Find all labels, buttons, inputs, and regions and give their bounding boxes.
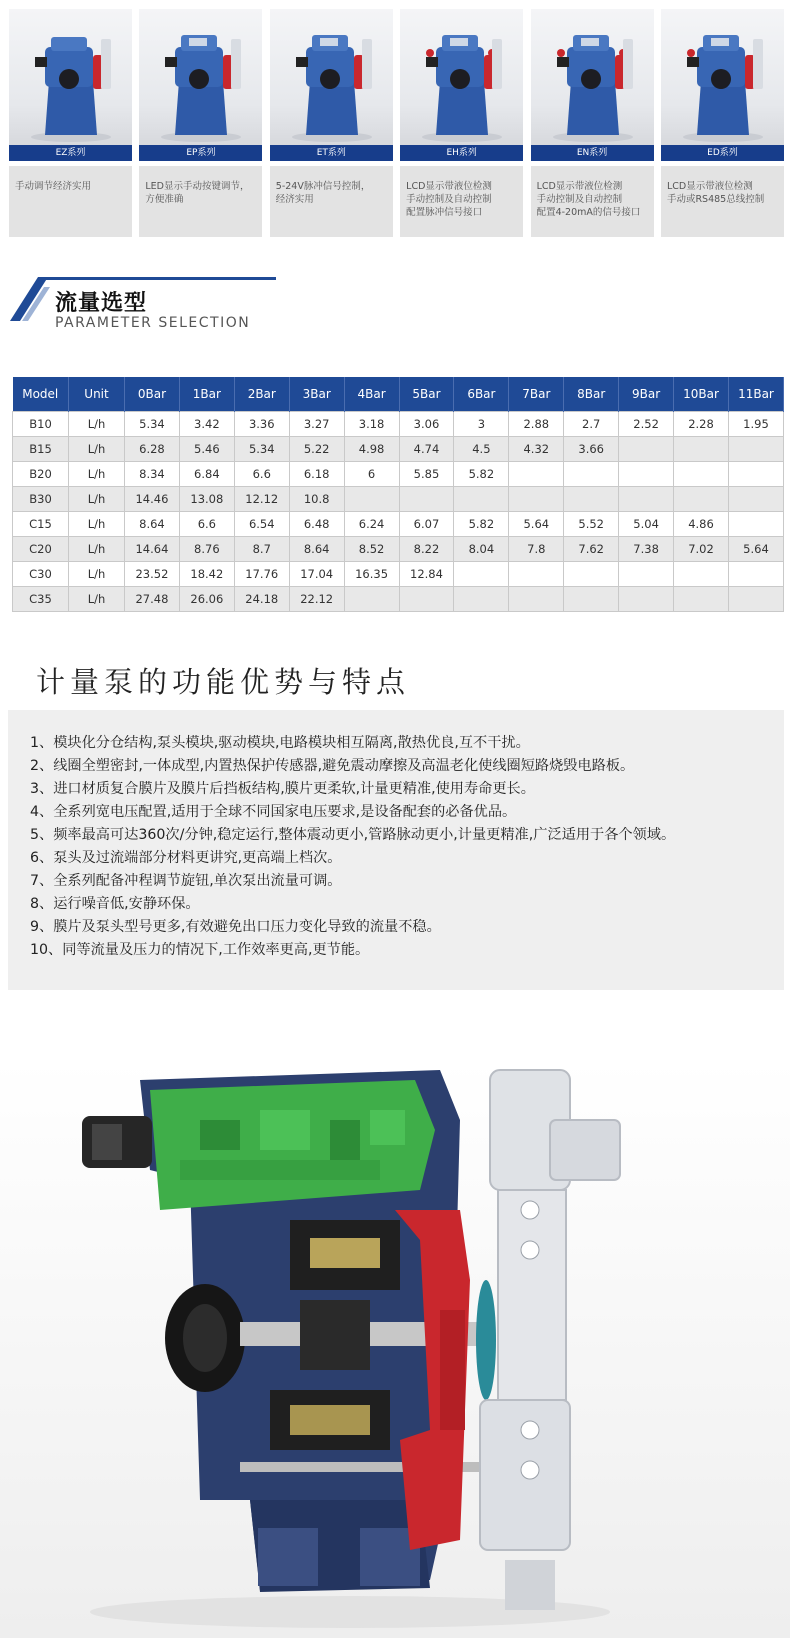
table-cell	[454, 586, 509, 611]
pump-image	[531, 9, 654, 145]
series-description: 手动调节经济实用	[9, 166, 132, 237]
table-cell: B15	[13, 436, 69, 461]
table-cell	[674, 486, 729, 511]
pump-image	[139, 9, 262, 145]
table-cell	[728, 511, 783, 536]
table-cell: 4.32	[509, 436, 564, 461]
feature-item: 1、模块化分仓结构,泵头模块,驱动模块,电路模块相互隔离,散热优良,互不干扰。	[30, 735, 530, 751]
features-title: 计量泵的功能优势与特点	[36, 665, 411, 699]
table-row	[13, 461, 784, 486]
table-header-cell: 3Bar	[289, 377, 344, 411]
table-cell	[728, 436, 783, 461]
table-cell: 8.76	[179, 536, 234, 561]
table-cell: 5.64	[728, 536, 783, 561]
table-row	[13, 586, 784, 611]
table-cell: 3.06	[399, 411, 454, 436]
series-label: EP系列	[139, 145, 262, 161]
table-cell: L/h	[69, 436, 125, 461]
parameter-table	[12, 377, 784, 612]
feature-item: 8、运行噪音低,安静环保。	[30, 896, 200, 912]
table-cell: 7.02	[674, 536, 729, 561]
series-description: LCD显示带液位检测 手动控制及自动控制 配置4-20mA的信号接口	[531, 166, 654, 237]
table-header-cell: 11Bar	[728, 377, 783, 411]
table-cell: 5.22	[289, 436, 344, 461]
feature-item: 6、泵头及过流端部分材料更讲究,更高端上档次。	[30, 850, 342, 866]
table-cell: 6.6	[179, 511, 234, 536]
parameter-title: 流量选型	[55, 291, 148, 316]
series-card-ez	[9, 9, 132, 237]
table-row	[13, 436, 784, 461]
table-cell: 26.06	[179, 586, 234, 611]
table-cell: C30	[13, 561, 69, 586]
table-cell	[619, 461, 674, 486]
table-cell: 3	[454, 411, 509, 436]
series-label: ET系列	[270, 145, 393, 161]
table-cell: L/h	[69, 461, 125, 486]
table-cell	[728, 486, 783, 511]
table-header-cell: 10Bar	[674, 377, 729, 411]
table-cell: 17.04	[289, 561, 344, 586]
table-cell	[619, 486, 674, 511]
table-cell: 4.86	[674, 511, 729, 536]
table-cell	[454, 486, 509, 511]
table-cell: 14.64	[125, 536, 180, 561]
pump-cutaway-illustration	[0, 1060, 790, 1638]
table-cell	[564, 586, 619, 611]
table-cell	[674, 586, 729, 611]
features-box	[8, 710, 784, 990]
table-row	[13, 536, 784, 561]
table-row	[13, 561, 784, 586]
table-cell: 2.7	[564, 411, 619, 436]
series-description: 5-24V脉冲信号控制， 经济实用	[270, 166, 393, 237]
table-cell: 5.64	[509, 511, 564, 536]
table-cell: 12.12	[234, 486, 289, 511]
table-cell: 4.5	[454, 436, 509, 461]
table-header-row	[13, 377, 784, 411]
feature-item: 2、线圈全塑密封,一体成型,内置热保护传感器,避免震动摩擦及高温老化使线圈短路烧毁电路板。	[30, 758, 635, 774]
table-cell: 6.84	[179, 461, 234, 486]
table-cell: 3.18	[344, 411, 399, 436]
table-cell: 6.48	[289, 511, 344, 536]
table-cell	[564, 561, 619, 586]
table-cell: 4.74	[399, 436, 454, 461]
table-header-cell: Unit	[69, 377, 125, 411]
table-cell: B20	[13, 461, 69, 486]
series-card-et	[270, 9, 393, 237]
table-cell: 6.24	[344, 511, 399, 536]
feature-item: 9、膜片及泵头型号更多,有效避免出口压力变化导致的流量不稳。	[30, 919, 441, 935]
table-cell: 2.28	[674, 411, 729, 436]
series-description: LCD显示带液位检测 手动或RS485总线控制	[661, 166, 784, 237]
feature-item: 4、全系列宽电压配置,适用于全球不同国家电压要求,是设备配套的必备优品。	[30, 804, 517, 820]
table-cell	[509, 461, 564, 486]
table-cell	[674, 436, 729, 461]
table-cell: 3.42	[179, 411, 234, 436]
table-cell: 7.62	[564, 536, 619, 561]
table-header-cell: 1Bar	[179, 377, 234, 411]
table-cell: 8.52	[344, 536, 399, 561]
table-cell: 2.88	[509, 411, 564, 436]
table-cell: C15	[13, 511, 69, 536]
table-cell: 3.36	[234, 411, 289, 436]
table-row	[13, 411, 784, 436]
table-cell	[674, 461, 729, 486]
table-cell	[619, 436, 674, 461]
table-cell: 14.46	[125, 486, 180, 511]
pump-image	[270, 9, 393, 145]
table-cell: 3.27	[289, 411, 344, 436]
table-cell: 6.07	[399, 511, 454, 536]
parameter-subtitle: PARAMETER SELECTION	[55, 315, 251, 331]
feature-item: 7、全系列配备冲程调节旋钮,单次泵出流量可调。	[30, 873, 342, 889]
table-cell	[509, 586, 564, 611]
table-cell	[564, 461, 619, 486]
table-cell	[728, 561, 783, 586]
table-row	[13, 486, 784, 511]
series-label: EH系列	[400, 145, 523, 161]
series-label: EN系列	[531, 145, 654, 161]
table-header-cell: 6Bar	[454, 377, 509, 411]
table-cell: 6.54	[234, 511, 289, 536]
table-header-cell: 0Bar	[125, 377, 180, 411]
series-card-ep	[139, 9, 262, 237]
series-card-en	[531, 9, 654, 237]
table-header-cell: 5Bar	[399, 377, 454, 411]
table-cell	[399, 586, 454, 611]
table-cell	[564, 486, 619, 511]
table-cell: B30	[13, 486, 69, 511]
table-cell: 5.34	[234, 436, 289, 461]
table-cell: 7.38	[619, 536, 674, 561]
table-cell: 17.76	[234, 561, 289, 586]
table-cell: B10	[13, 411, 69, 436]
table-cell: L/h	[69, 411, 125, 436]
table-cell: 6.18	[289, 461, 344, 486]
series-card-ed	[661, 9, 784, 237]
table-cell: 22.12	[289, 586, 344, 611]
feature-item: 3、进口材质复合膜片及膜片后挡板结构,膜片更柔软,计量更精准,使用寿命更长。	[30, 781, 535, 797]
table-cell: 5.04	[619, 511, 674, 536]
table-cell: L/h	[69, 561, 125, 586]
table-cell: 13.08	[179, 486, 234, 511]
series-card-eh	[400, 9, 523, 237]
table-cell: 5.34	[125, 411, 180, 436]
table-cell: C20	[13, 536, 69, 561]
table-cell	[454, 561, 509, 586]
table-cell: 8.64	[125, 511, 180, 536]
table-cell: 23.52	[125, 561, 180, 586]
table-cell: 6	[344, 461, 399, 486]
table-cell: L/h	[69, 586, 125, 611]
series-label: EZ系列	[9, 145, 132, 161]
table-cell: L/h	[69, 511, 125, 536]
table-cell: 27.48	[125, 586, 180, 611]
table-cell: 5.52	[564, 511, 619, 536]
table-cell	[619, 561, 674, 586]
table-cell: 1.95	[728, 411, 783, 436]
table-cell	[674, 561, 729, 586]
table-row	[13, 511, 784, 536]
table-body	[13, 411, 784, 611]
table-cell	[728, 461, 783, 486]
table-cell	[509, 561, 564, 586]
table-header-cell: 2Bar	[234, 377, 289, 411]
feature-item: 10、同等流量及压力的情况下,工作效率更高,更节能。	[30, 942, 370, 958]
table-cell: 12.84	[399, 561, 454, 586]
table-cell: 5.82	[454, 461, 509, 486]
table-cell: 24.18	[234, 586, 289, 611]
table-cell: 4.98	[344, 436, 399, 461]
table-cell: 7.8	[509, 536, 564, 561]
table-cell: 6.6	[234, 461, 289, 486]
table-header-cell: 8Bar	[564, 377, 619, 411]
table-cell	[399, 486, 454, 511]
table-cell: 8.34	[125, 461, 180, 486]
table-cell: 8.7	[234, 536, 289, 561]
table-header-cell: 4Bar	[344, 377, 399, 411]
series-label: ED系列	[661, 145, 784, 161]
table-cell	[344, 486, 399, 511]
table-cell: 6.28	[125, 436, 180, 461]
table-cell: 8.04	[454, 536, 509, 561]
table-cell: 18.42	[179, 561, 234, 586]
table-cell	[728, 586, 783, 611]
table-cell	[509, 486, 564, 511]
table-header-cell: 7Bar	[509, 377, 564, 411]
table-cell: 5.82	[454, 511, 509, 536]
product-series-row	[9, 9, 784, 237]
table-cell: C35	[13, 586, 69, 611]
table-cell: 2.52	[619, 411, 674, 436]
table-cell: 5.85	[399, 461, 454, 486]
table-cell: 16.35	[344, 561, 399, 586]
table-cell: L/h	[69, 536, 125, 561]
table-cell: 8.22	[399, 536, 454, 561]
pump-image	[9, 9, 132, 145]
table-cell: 5.46	[179, 436, 234, 461]
parameter-heading	[0, 272, 790, 332]
table-header-cell: Model	[13, 377, 69, 411]
table-cell: 8.64	[289, 536, 344, 561]
feature-item: 5、频率最高可达360次/分钟,稳定运行,整体震动更小,管路脉动更小,计量更精准,广泛适用于各个领域。	[30, 827, 676, 843]
table-cell: 3.66	[564, 436, 619, 461]
table-cell	[344, 586, 399, 611]
table-header-cell: 9Bar	[619, 377, 674, 411]
pump-image	[400, 9, 523, 145]
table-cell	[619, 586, 674, 611]
pump-image	[661, 9, 784, 145]
series-description: LCD显示带液位检测 手动控制及自动控制 配置脉冲信号接口	[400, 166, 523, 237]
table-cell: L/h	[69, 486, 125, 511]
table-cell: 10.8	[289, 486, 344, 511]
series-description: LED显示手动按键调节， 方便准确	[139, 166, 262, 237]
